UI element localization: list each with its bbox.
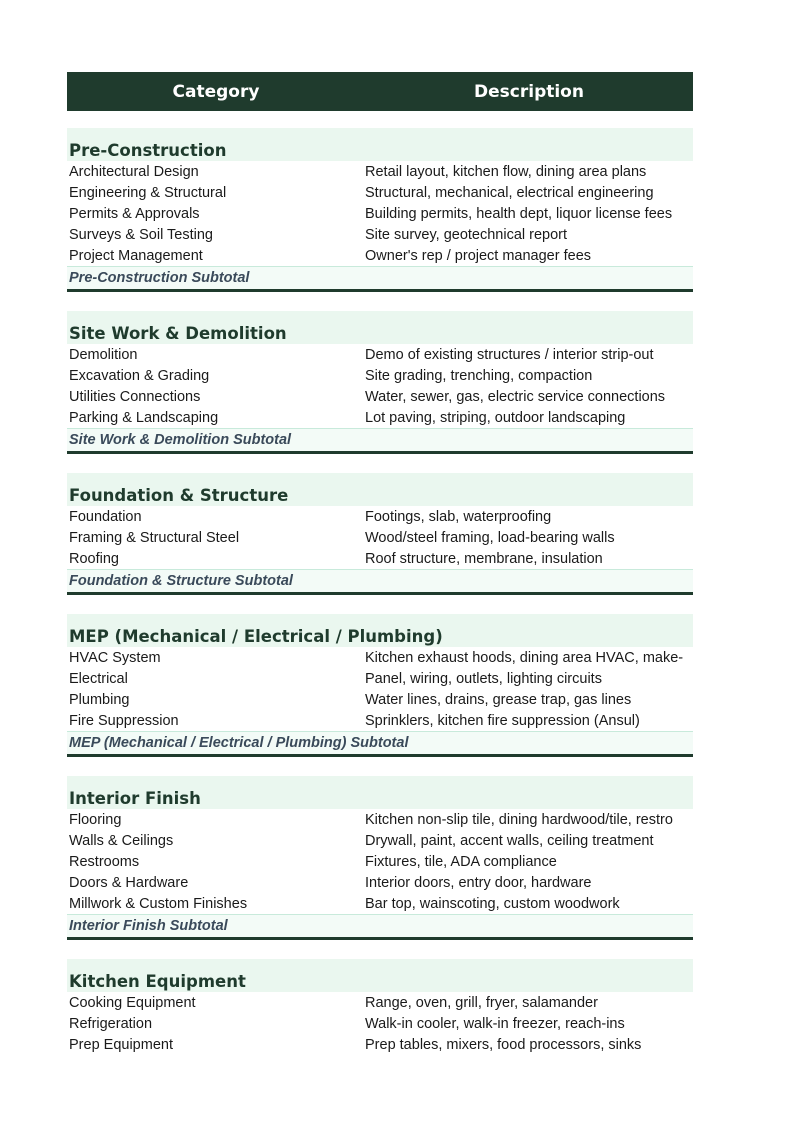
description-cell: Roof structure, membrane, insulation <box>365 550 603 567</box>
description-cell: Kitchen non-slip tile, dining hardwood/tile, restro <box>365 811 673 828</box>
table-row <box>67 245 693 266</box>
budget-sheet <box>67 72 693 1055</box>
spacer <box>67 454 693 473</box>
category-cell: Foundation <box>69 508 142 525</box>
table-row <box>67 1034 693 1055</box>
category-cell: Utilities Connections <box>69 388 201 405</box>
description-cell: Water, sewer, gas, electric service connections <box>365 388 666 405</box>
description-cell: Building permits, health dept, liquor license fees <box>365 205 673 222</box>
section-interior-finish <box>67 776 693 940</box>
header-description: Description <box>474 81 584 102</box>
table-row <box>67 647 693 668</box>
section-title: MEP (Mechanical / Electrical / Plumbing) <box>67 614 693 647</box>
table-row <box>67 830 693 851</box>
description-cell: Kitchen exhaust hoods, dining area HVAC, make- <box>365 649 684 666</box>
description-cell: Site survey, geotechnical report <box>365 226 568 243</box>
category-cell: Excavation & Grading <box>69 367 210 384</box>
table-row <box>67 365 693 386</box>
header-category: Category <box>172 81 260 102</box>
category-cell: Framing & Structural Steel <box>69 529 240 546</box>
description-cell: Owner's rep / project manager fees <box>365 247 592 264</box>
table-row <box>67 1013 693 1034</box>
table-row <box>67 407 693 428</box>
category-cell: Refrigeration <box>69 1015 153 1032</box>
table-row <box>67 527 693 548</box>
table-row <box>67 182 693 203</box>
table-header <box>67 72 693 111</box>
description-cell: Interior doors, entry door, hardware <box>365 874 592 891</box>
category-cell: Fire Suppression <box>69 712 179 729</box>
description-cell: Lot paving, striping, outdoor landscaping <box>365 409 626 426</box>
description-cell: Water lines, drains, grease trap, gas lines <box>365 691 632 708</box>
description-cell: Footings, slab, waterproofing <box>365 508 552 525</box>
table-row <box>67 548 693 569</box>
description-cell: Prep tables, mixers, food processors, sinks <box>365 1036 642 1053</box>
subtotal-row: Interior Finish Subtotal <box>67 914 693 940</box>
category-cell: Cooking Equipment <box>69 994 196 1011</box>
table-row <box>67 506 693 527</box>
subtotal-row: Site Work & Demolition Subtotal <box>67 428 693 454</box>
category-cell: Electrical <box>69 670 128 687</box>
section-site-work <box>67 311 693 454</box>
table-row <box>67 872 693 893</box>
section-kitchen-equipment <box>67 959 693 1055</box>
spacer <box>67 595 693 614</box>
description-cell: Walk-in cooler, walk-in freezer, reach-ins <box>365 1015 625 1032</box>
description-cell: Bar top, wainscoting, custom woodwork <box>365 895 620 912</box>
description-cell: Retail layout, kitchen flow, dining area plans <box>365 163 647 180</box>
table-row <box>67 689 693 710</box>
section-foundation <box>67 473 693 595</box>
category-cell: Permits & Approvals <box>69 205 200 222</box>
table-row <box>67 893 693 914</box>
spacer <box>67 940 693 959</box>
description-cell: Demo of existing structures / interior strip-out <box>365 346 654 363</box>
section-title: Site Work & Demolition <box>67 311 693 344</box>
table-row <box>67 386 693 407</box>
category-cell: Parking & Landscaping <box>69 409 219 426</box>
description-cell: Structural, mechanical, electrical engineering <box>365 184 654 201</box>
category-cell: Plumbing <box>69 691 130 708</box>
category-cell: Architectural Design <box>69 163 199 180</box>
table-row <box>67 203 693 224</box>
subtotal-row: MEP (Mechanical / Electrical / Plumbing) Subtotal <box>67 731 693 757</box>
section-title: Interior Finish <box>67 776 693 809</box>
spacer <box>67 757 693 776</box>
category-cell: Doors & Hardware <box>69 874 189 891</box>
section-title: Foundation & Structure <box>67 473 693 506</box>
spacer <box>67 111 693 128</box>
category-cell: Demolition <box>69 346 138 363</box>
category-cell: Engineering & Structural <box>69 184 227 201</box>
subtotal-row: Foundation & Structure Subtotal <box>67 569 693 595</box>
subtotal-row: Pre-Construction Subtotal <box>67 266 693 292</box>
category-cell: Prep Equipment <box>69 1036 173 1053</box>
description-cell: Range, oven, grill, fryer, salamander <box>365 994 598 1011</box>
description-cell: Panel, wiring, outlets, lighting circuits <box>365 670 602 687</box>
section-pre-construction <box>67 128 693 292</box>
table-row <box>67 992 693 1013</box>
table-row <box>67 224 693 245</box>
category-cell: HVAC System <box>69 649 161 666</box>
category-cell: Surveys & Soil Testing <box>69 226 213 243</box>
table-row <box>67 668 693 689</box>
table-row <box>67 809 693 830</box>
category-cell: Roofing <box>69 550 119 567</box>
table-row <box>67 161 693 182</box>
category-cell: Restrooms <box>69 853 140 870</box>
section-title: Pre-Construction <box>67 128 693 161</box>
description-cell: Wood/steel framing, load-bearing walls <box>365 529 615 546</box>
table-row <box>67 710 693 731</box>
section-title: Kitchen Equipment <box>67 959 693 992</box>
section-mep <box>67 614 693 757</box>
description-cell: Sprinklers, kitchen fire suppression (Ansul) <box>365 712 640 729</box>
category-cell: Walls & Ceilings <box>69 832 174 849</box>
description-cell: Drywall, paint, accent walls, ceiling treatment <box>365 832 654 849</box>
table-row <box>67 344 693 365</box>
description-cell: Site grading, trenching, compaction <box>365 367 593 384</box>
spacer <box>67 292 693 311</box>
category-cell: Millwork & Custom Finishes <box>69 895 248 912</box>
table-row <box>67 851 693 872</box>
category-cell: Project Management <box>69 247 203 264</box>
category-cell: Flooring <box>69 811 122 828</box>
description-cell: Fixtures, tile, ADA compliance <box>365 853 557 870</box>
